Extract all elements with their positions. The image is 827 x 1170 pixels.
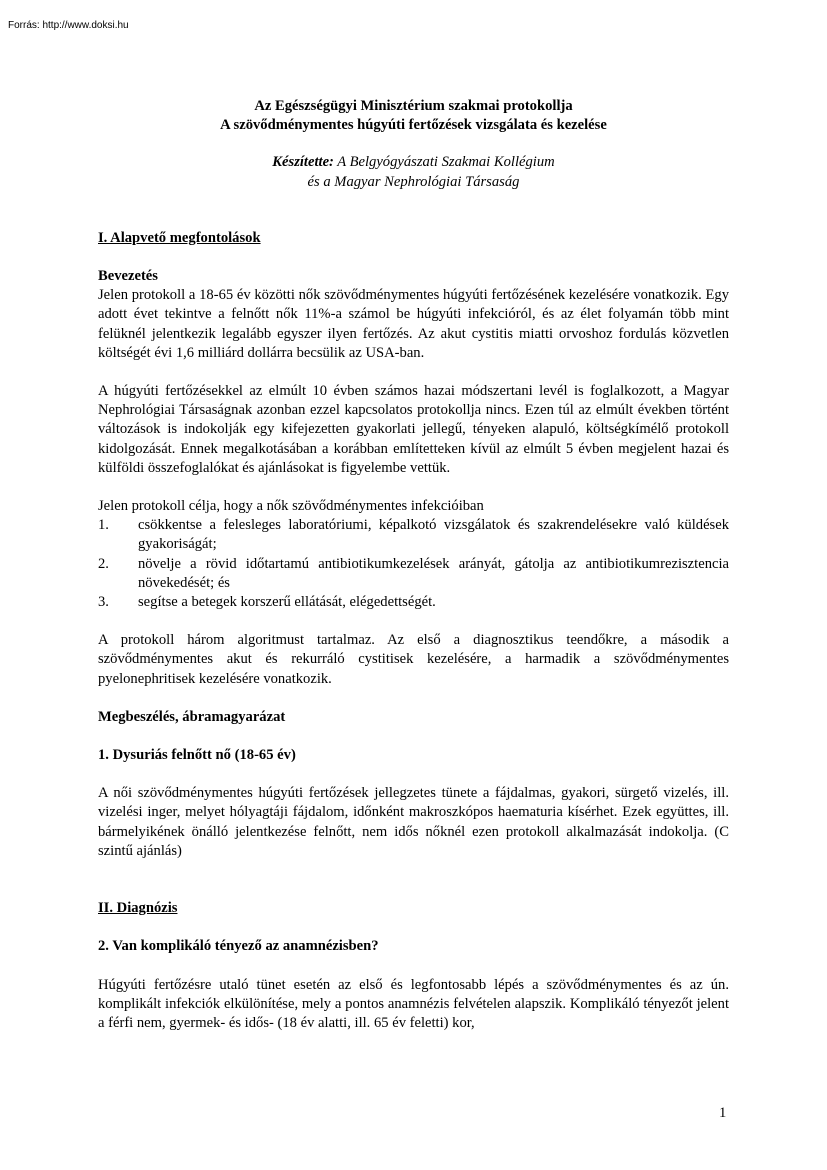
goals-list xyxy=(98,516,729,612)
intro-paragraph-4: A protokoll három algoritmust tartalmaz. Az első a diagnosztikus teendőkre, a második a szövődménymentes akut és rekurráló cystitisek kezelésére, a harmadik a szövődménymentes pyelonephritisek kezelésére vonatkozik. xyxy=(98,632,729,687)
list-item-number: 3. xyxy=(98,594,109,611)
section-1-title: I. Alapvető megfontolások xyxy=(98,229,261,246)
subsection-2-paragraph: Húgyúti fertőzésre utaló tünet esetén az első és legfontosabb lépés a szövődménymentes és az ún. komplikált infekciók elkülönítése, mely a pontos anamnézis felvételen alapszik. Komplikáló tényezőt jelent a férfi nem, gyermek- és idős- (18 év alatti, ill. 65 év feletti) kor, xyxy=(98,976,729,1031)
subsection-1-heading: 1. Dysuriás felnőtt nő (18-65 év) xyxy=(98,747,296,764)
author-block xyxy=(98,153,729,191)
intro-heading: Bevezetés xyxy=(98,268,158,285)
list-item-number: 1. xyxy=(98,517,109,534)
list-item-text: növelje a rövid időtartamú antibiotikumkezelések arányát, gátolja az antibiotikumrezisztencia növekedését; és xyxy=(138,555,729,591)
source-url: Forrás: http://www.doksi.hu xyxy=(8,20,129,31)
list-item xyxy=(98,516,729,554)
document-title xyxy=(98,97,729,135)
list-item xyxy=(98,555,729,593)
intro-paragraph-1: Jelen protokoll a 18-65 év közötti nők szövődménymentes húgyúti fertőzésének kezelésére vonatkozik. Egy adott évet tekintve a felnőtt nők 11%-a számol be húgyúti infekcióról, és az élet folyamán több mint felüknél jelentkezik legalább egyszer ilyen fertőzés. Az akut cystitis miatti orvoshoz fordulás közvetlen költségét évi 1,6 milliárd dollárra becsülik az USA-ban. xyxy=(98,287,729,361)
subsection-1-paragraph: A női szövődménymentes húgyúti fertőzések jellegzetes tünete a fájdalmas, gyakori, sürgető vizelés, ill. vizelési inger, melyet hólyagtáji fájdalom, időnként makroszkópos haematuria kísérhet. Ezek együttes, ill. bármelyikének önálló jelentkezése felnőtt, nem idős nőknél ezen protokoll alkalmazását indokolja. (C szintű ajánlás) xyxy=(98,785,729,859)
author-line-1 xyxy=(98,153,729,172)
author-label: Készítette: xyxy=(272,154,334,171)
intro-paragraph-2: A húgyúti fertőzésekkel az elmúlt 10 évben számos hazai módszertani levél is foglalkozott, a Magyar Nephrológiai Társaságnak azonban ezzel kapcsolatos protokollja nincs. Ezen túl az elmúlt években történt változások is indokolják egy kifejezetten gyakorlati jellegű, tényeken alapuló, költségkímélő protokoll kidolgozását. Ennek megalkotásában a korábban említetteken kívül az elmúlt 5 évben megjelent hazai és külföldi összefoglalókat és ajánlásokat is figyelembe vettük. xyxy=(98,383,729,476)
author-line-2: és a Magyar Nephrológiai Társaság xyxy=(307,173,520,190)
list-item xyxy=(98,593,729,612)
list-item-text: segítse a betegek korszerű ellátását, elégedettségét. xyxy=(138,594,436,611)
subsection-2-heading: 2. Van komplikáló tényező az anamnézisben? xyxy=(98,938,379,955)
author-name-1: A Belgyógyászati Szakmai Kollégium xyxy=(333,154,555,171)
section-2-title: II. Diagnózis xyxy=(98,900,178,917)
list-item-text: csökkentse a felesleges laboratóriumi, képalkotó vizsgálatok és szakrendelésekre való küldések gyakoriságát; xyxy=(138,517,729,553)
document-page xyxy=(98,97,729,1033)
page-number: 1 xyxy=(719,1105,727,1121)
title-line-1: Az Egészségügyi Minisztérium szakmai protokollja xyxy=(254,98,573,114)
title-line-2: A szövődménymentes húgyúti fertőzések vizsgálata és kezelése xyxy=(220,117,607,134)
list-item-number: 2. xyxy=(98,555,109,572)
intro-paragraph-3: Jelen protokoll célja, hogy a nők szövődménymentes infekcióiban xyxy=(98,498,484,515)
discussion-heading: Megbeszélés, ábramagyarázat xyxy=(98,708,286,725)
